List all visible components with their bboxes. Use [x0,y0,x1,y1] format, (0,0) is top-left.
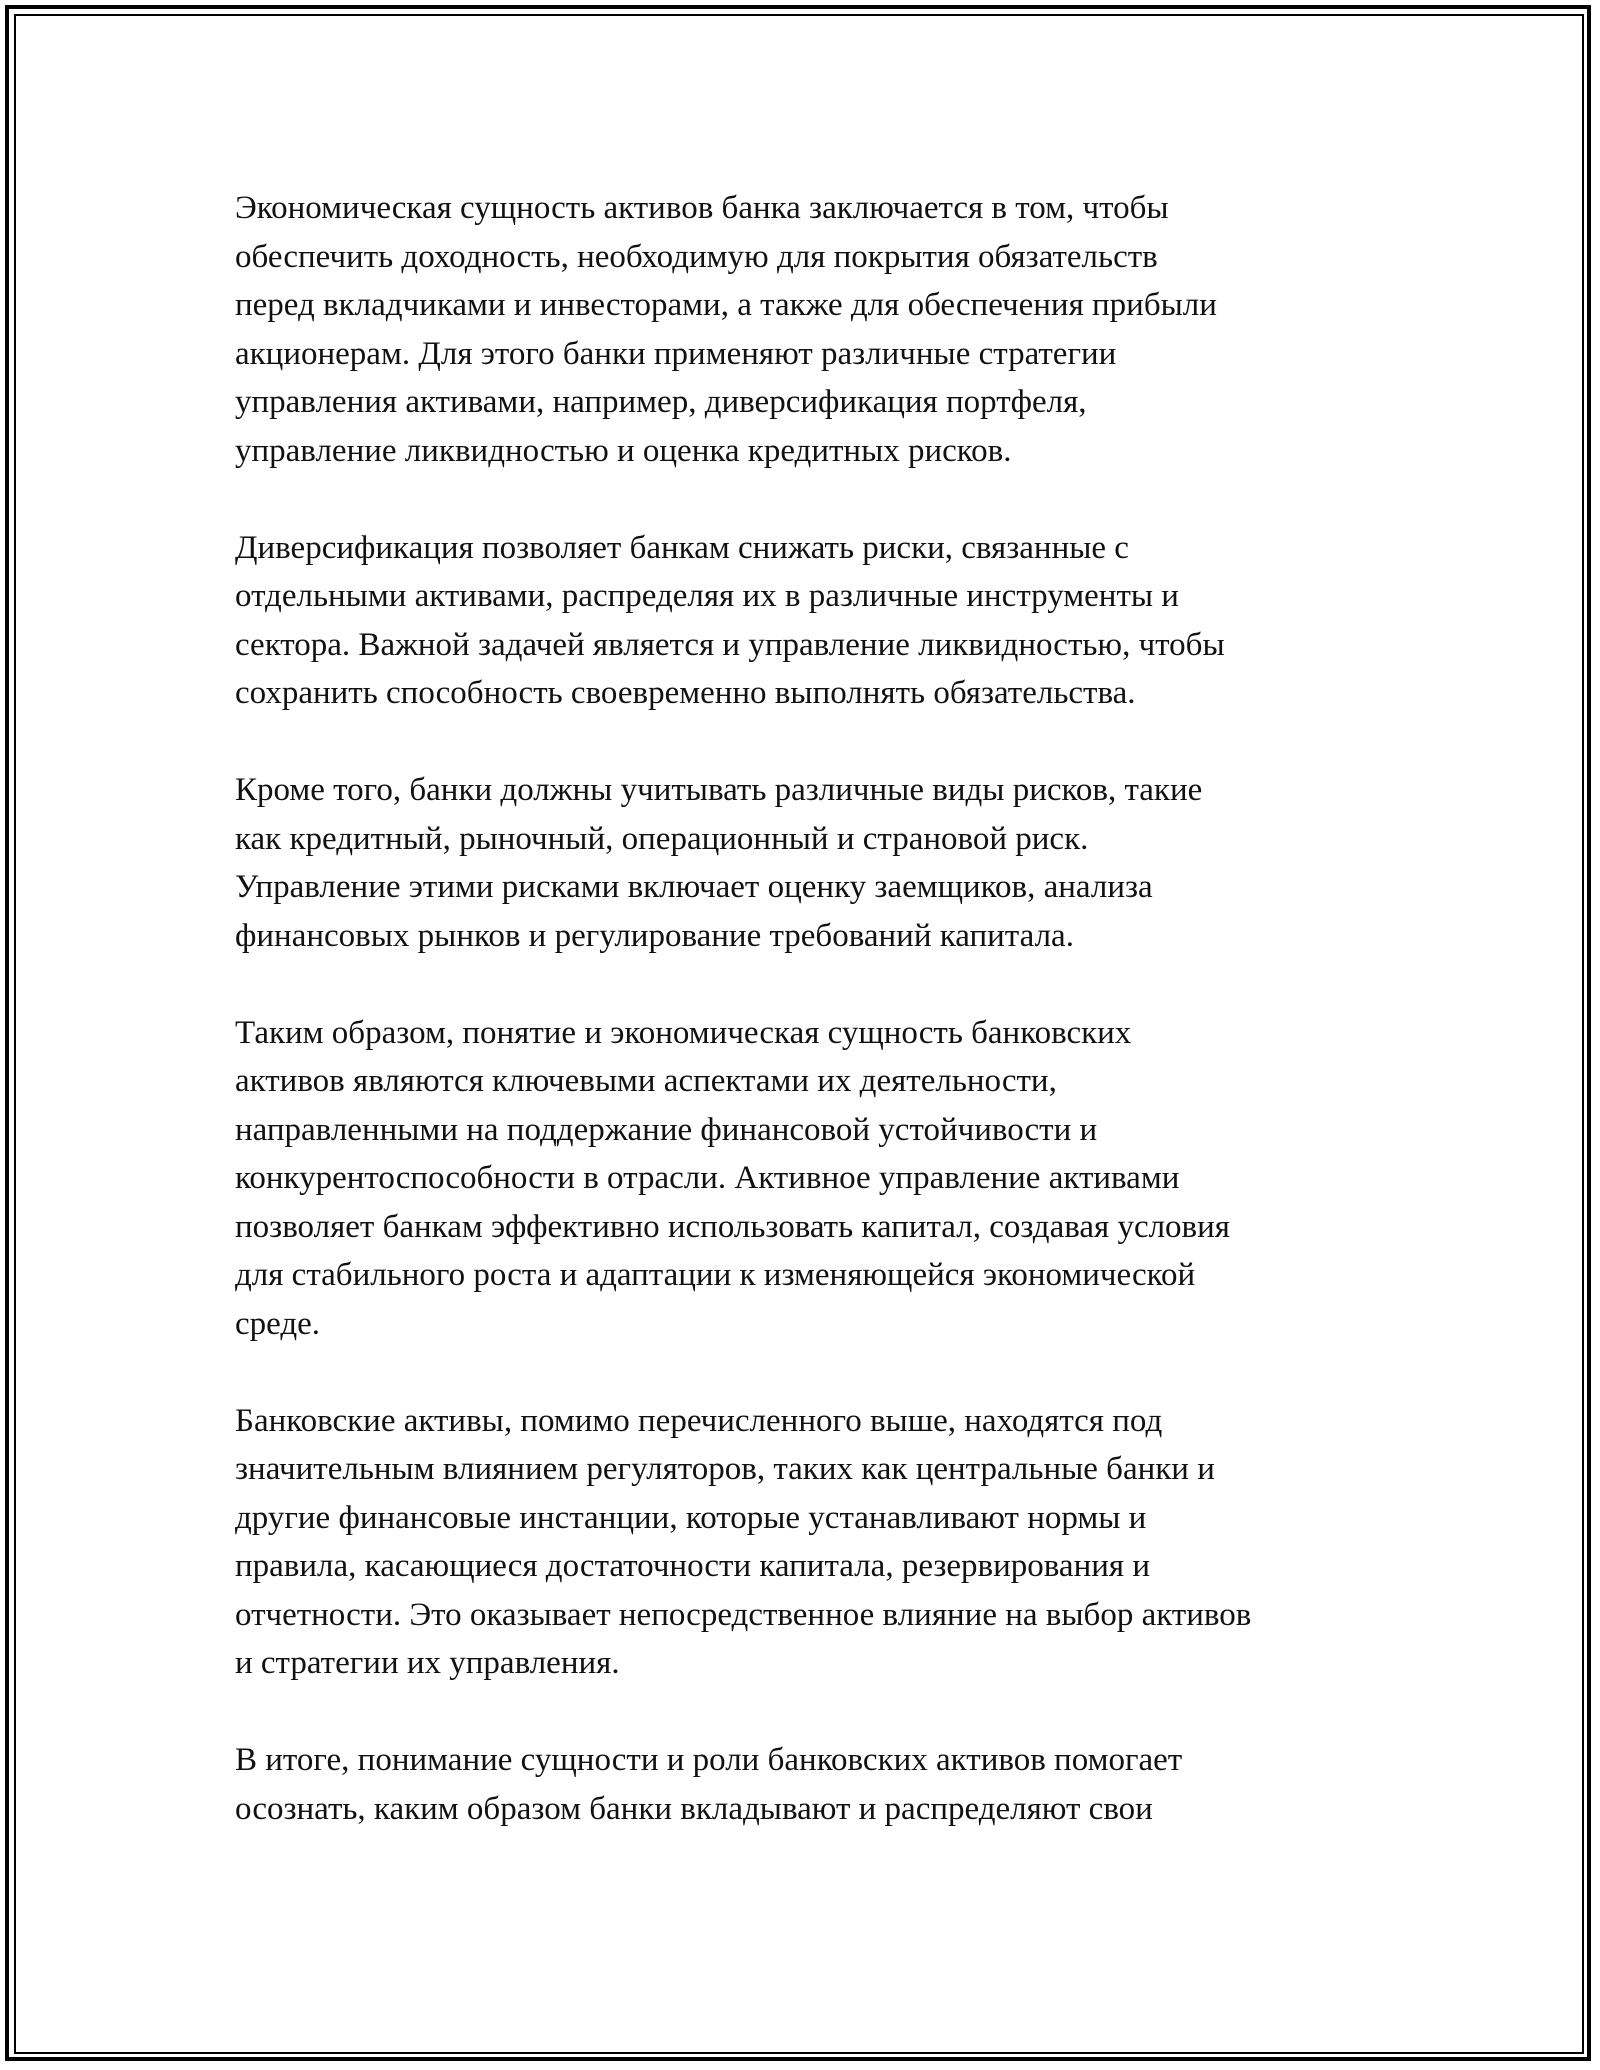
text-line: отчетности. Это оказывает непосредственное влияние на выбор активов [235,1596,1252,1633]
text-line: Диверсификация позволяет банкам снижать риски, связанные с [235,529,1129,566]
text-line: Банковские активы, помимо перечисленного выше, находятся под [235,1402,1163,1439]
text-line: сектора. Важной задачей является и управление ликвидностью, чтобы [235,626,1225,663]
text-line: Кроме того, банки должны учитывать различные виды рисков, такие [235,772,1203,808]
text-line: позволяет банкам эффективно использовать капитал, создавая условия [235,1208,1230,1245]
text-line: сохранить способность своевременно выполнять обязательства. [235,675,1136,711]
paragraph-4 [235,1009,1395,1349]
text-line: активов являются ключевыми аспектами их деятельности, [235,1063,1057,1099]
document-body [235,184,1395,1882]
text-line: как кредитный, рыночный, операционный и страновой риск. [235,820,1089,857]
text-line: конкурентоспособности в отрасли. Активное управление активами [235,1160,1180,1196]
text-line: значительным влиянием регуляторов, таких как центральные банки и [235,1451,1215,1487]
text-line: другие финансовые инстанции, которые устанавливают нормы и [235,1499,1147,1536]
text-line: для стабильного роста и адаптации к изменяющейся экономической [235,1257,1196,1293]
text-line: финансовых рынков и регулирование требований капитала. [235,917,1074,954]
paragraph-2 [235,524,1395,718]
text-line: обеспечить доходность, необходимую для покрытия обязательств [235,238,1158,275]
text-line: Управление этими рисками включает оценку заемщиков, анализа [235,869,1153,905]
paragraph-3 [235,766,1395,960]
text-line: осознать, каким образом банки вкладывают и распределяют свои [235,1790,1153,1827]
text-line: Экономическая сущность активов банка заключается в том, чтобы [235,190,1169,226]
text-line: акционерам. Для этого банки применяют различные стратегии [235,335,1117,372]
paragraph-5 [235,1397,1395,1688]
text-line: и стратегии их управления. [235,1645,620,1681]
text-line: отдельными активами, распределяя их в различные инструменты и [235,578,1179,614]
text-line: управления активами, например, диверсификация портфеля, [235,384,1087,420]
text-line: перед вкладчиками и инвесторами, а также для обеспечения прибыли [235,287,1217,323]
text-line: направленными на поддержание финансовой устойчивости и [235,1111,1098,1148]
paragraph-6 [235,1736,1395,1833]
text-line: Таким образом, понятие и экономическая сущность банковских [235,1014,1132,1051]
text-line: В итоге, понимание сущности и роли банковских активов помогает [235,1742,1183,1778]
text-line: среде. [235,1305,321,1342]
text-line: управление ликвидностью и оценка кредитных рисков. [235,432,1012,469]
text-line: правила, касающиеся достаточности капитала, резервирования и [235,1548,1150,1584]
paragraph-1 [235,184,1395,475]
